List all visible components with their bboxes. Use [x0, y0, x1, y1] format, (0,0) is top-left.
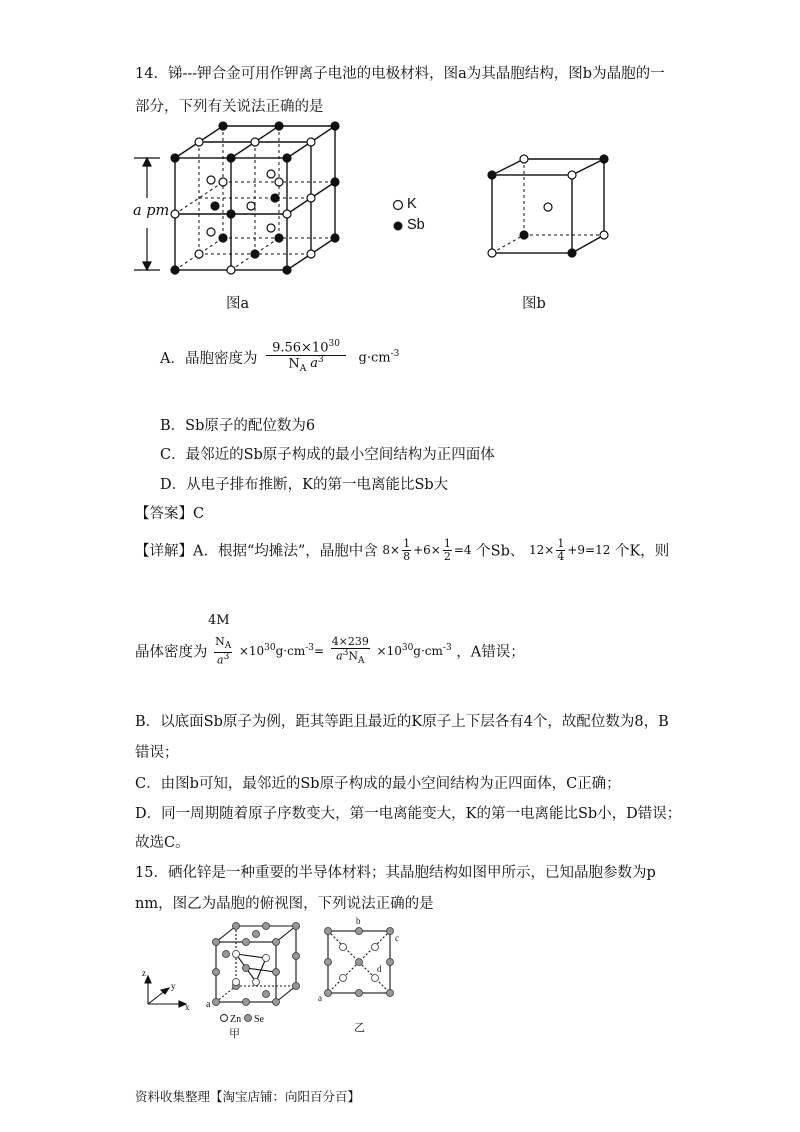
detail-m-label: 4M [208, 613, 230, 628]
axis-z-label: z [142, 968, 146, 978]
option-c: C．最邻近的Sb原子构成的最小空间结构为正四面体 [160, 447, 495, 463]
legend-zn-label: Zn [230, 1014, 242, 1025]
legend-k-icon [392, 199, 404, 211]
option-b: B．Sb原子的配位数为6 [160, 418, 316, 434]
option-a: A．晶胞密度为 $\frac{9.56\times 10^{30}}{N_A a^3}$ $g\cdot cm^{-3}$ [160, 339, 400, 374]
figure-a-dimension-label: a pm [133, 203, 170, 219]
axis-y-label: y [171, 981, 176, 991]
figure-yi-caption: 乙 [354, 1021, 365, 1034]
q14-answer: 【答案】C [135, 506, 205, 522]
figure-yi-label-b: b [356, 916, 361, 926]
legend-sb-label: Sb [407, 217, 425, 233]
q14-stem-line2: 部分，下列有关说法正确的是 [135, 99, 324, 115]
figure-jia-label-a: a [206, 999, 211, 1010]
legend-se-label: Se [254, 1014, 264, 1025]
figure-yi-label-a: a [318, 993, 322, 1003]
figure-yi-label-c: c [395, 933, 399, 943]
detail-a-density: 晶体密度为 $\frac{N_A}{a^3}$ $\times 10^{30}g\cdot cm^{-3}=$ $\frac{4\times 239}{a^3N_A}$ $\times 10^{30}g\cdot cm^{-3}$ ，A错误； [135, 635, 525, 667]
axis-x-label: x [185, 1002, 190, 1012]
q14-stem-line1: 14．锑---钾合金可用作钾离子电池的电极材料，图a为其晶胞结构，图b为晶胞的一 [135, 66, 665, 82]
figure-jia-crystal [140, 918, 305, 1028]
detail-b-line2: 错误； [135, 745, 179, 761]
figure-yi-top-view [310, 915, 410, 1015]
legend-sb-icon [392, 220, 404, 232]
figure-a-caption: 图a [226, 296, 250, 312]
legend-k-label: K [407, 196, 417, 212]
figure-b-crystal [488, 155, 613, 260]
detail-conclusion: 故选C。 [135, 835, 190, 851]
detail-d-line: D．同一周期随着原子序数变大，第一电离能变大，K的第一电离能比Sb小，D错误； [135, 806, 682, 822]
figure-jia-caption: 甲 [229, 1027, 240, 1040]
q15-stem-line2: nm，图乙为晶胞的俯视图，下列说法正确的是 [135, 896, 434, 912]
detail-c-line: C．由图b可知，最邻近的Sb原子构成的最小空间结构为正四面体，C正确； [135, 776, 621, 792]
q15-stem-line1: 15．硒化锌是一种重要的半导体材料；其晶胞结构如图甲所示，已知晶胞参数为p [135, 865, 656, 881]
option-d: D．从电子排布推断，K的第一电离能比Sb大 [160, 477, 449, 493]
figure-yi-label-d: d [377, 964, 382, 974]
detail-b-line1: B．以底面Sb原子为例，距其等距且最近的K原子上下层各有4个，故配位数为8，B [135, 714, 669, 730]
detail-a-line1: 【详解】A．根据“均摊法”，晶胞中含 8× $\frac{1}{8}$ +6× $\frac{1}{2}$ =4 个Sb、 12× $\frac{1}{4}$ +9=12 个K，则 [135, 537, 670, 563]
footer-source: 资料收集整理【淘宝店铺：向阳百分百】 [135, 1089, 361, 1104]
figure-b-caption: 图b [522, 296, 546, 312]
